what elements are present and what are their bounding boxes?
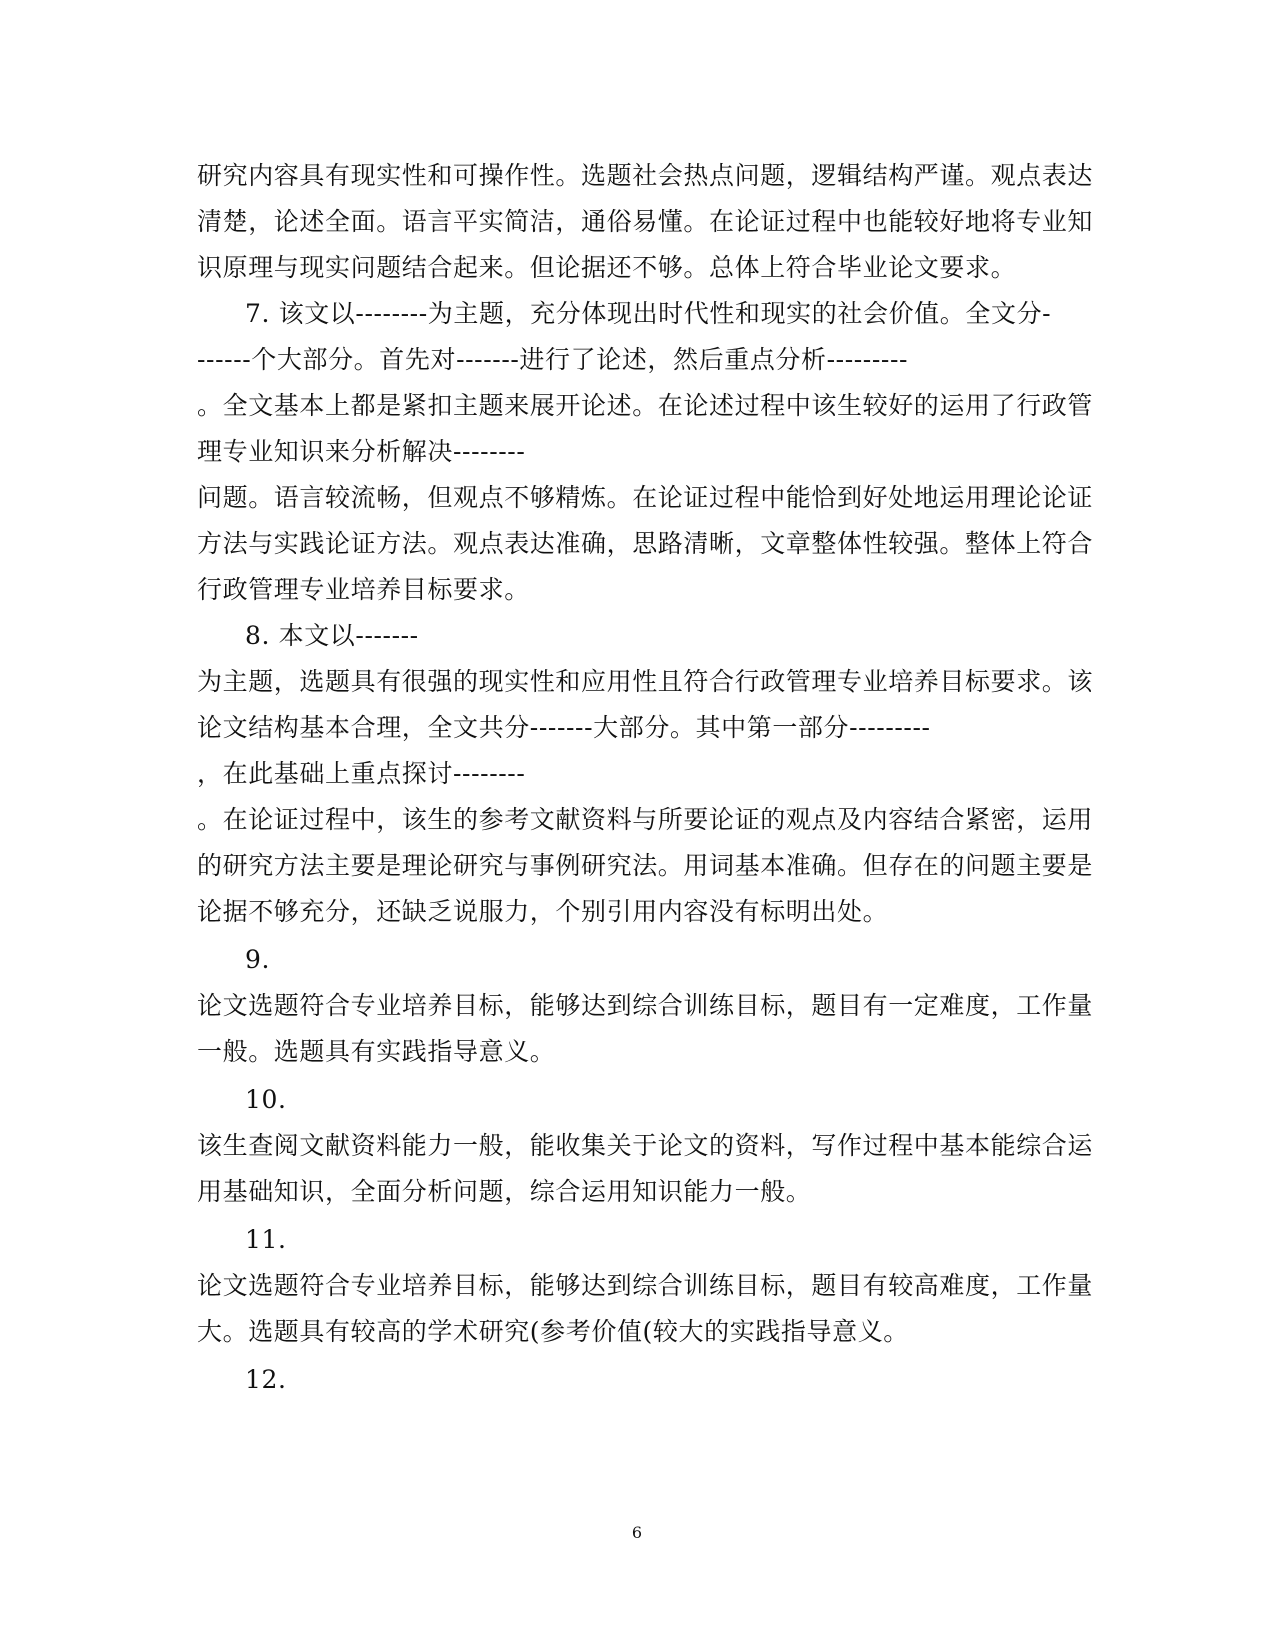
text-line: 行政管理专业培养目标要求。 [197,575,530,604]
text-line: 论文选题符合专业培养目标，能够达到综合训练目标，题目有较高难度，工作量 [197,1271,1094,1300]
text-line: 。在论证过程中，该生的参考文献资料与所要论证的观点及内容结合紧密，运用 [197,805,1094,834]
item-10-number: 10. [245,1085,287,1114]
text-line: 的研究方法主要是理论研究与事例研究法。用词基本准确。但存在的问题主要是 [197,851,1094,880]
text-line: ------个大部分。首先对-------进行了论述，然后重点分析--------- [197,345,909,374]
text-line: 识原理与现实问题结合起来。但论据还不够。总体上符合毕业论文要求。 [197,253,1017,282]
text-line: 清楚，论述全面。语言平实简洁，通俗易懂。在论证过程中也能较好地将专业知 [197,207,1094,236]
text-line: 研究内容具有现实性和可操作性。选题社会热点问题，逻辑结构严谨。观点表达 [197,161,1094,190]
item-9-number: 9. [245,945,271,974]
text-line: 该生查阅文献资料能力一般，能收集关于论文的资料，写作过程中基本能综合运 [197,1131,1094,1160]
text-line: 论文选题符合专业培养目标，能够达到综合训练目标，题目有一定难度，工作量 [197,991,1094,1020]
item-12-number: 12. [245,1365,287,1394]
item-11-number: 11. [245,1225,287,1254]
text-line: 大。选题具有较高的学术研究(参考价值(较大的实践指导意义。 [197,1317,909,1346]
text-line: ，在此基础上重点探讨-------- [197,759,526,788]
item-8-heading-line: 8. 本文以------- [245,621,419,650]
page-number: 6 [631,1523,643,1542]
text-line: 论据不够充分，还缺乏说服力，个别引用内容没有标明出处。 [197,897,889,926]
text-line: 方法与实践论证方法。观点表达准确，思路清晰，文章整体性较强。整体上符合 [197,529,1094,558]
text-line: 。全文基本上都是紧扣主题来展开论述。在论述过程中该生较好的运用了行政管 [197,391,1094,420]
item-7-heading-line: 7. 该文以--------为主题，充分体现出时代性和现实的社会价值。全文分- [245,299,1052,328]
text-line: 论文结构基本合理，全文共分-------大部分。其中第一部分--------- [197,713,931,742]
text-line: 用基础知识，全面分析问题，综合运用知识能力一般。 [197,1177,812,1206]
text-line: 一般。选题具有实践指导意义。 [197,1037,556,1066]
text-line: 为主题，选题具有很强的现实性和应用性且符合行政管理专业培养目标要求。该 [197,667,1094,696]
text-line: 理专业知识来分析解决-------- [197,437,526,466]
text-line: 问题。语言较流畅，但观点不够精炼。在论证过程中能恰到好处地运用理论论证 [197,483,1094,512]
